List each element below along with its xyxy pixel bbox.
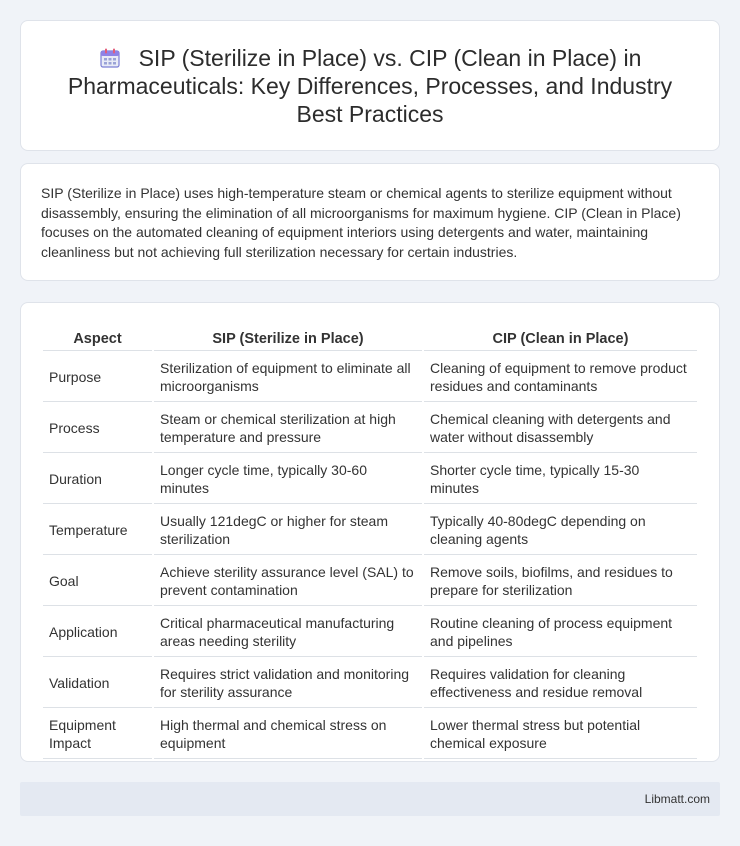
- table-header-row: [43, 325, 697, 351]
- cell-cip: Shorter cycle time, typically 15-30 minutes: [424, 455, 697, 504]
- cell-cip: Cleaning of equipment to remove product residues and contaminants: [424, 353, 697, 402]
- table-row: [43, 404, 697, 453]
- cell-aspect: Equipment Impact: [43, 710, 152, 759]
- table-row: [43, 659, 697, 708]
- cell-aspect: Purpose: [43, 353, 152, 402]
- table-row: [43, 455, 697, 504]
- title-card: [20, 20, 720, 151]
- footer-brand: Libmatt.com: [644, 792, 710, 806]
- cell-sip: Longer cycle time, typically 30-60 minutes: [154, 455, 422, 504]
- cell-sip: Sterilization of equipment to eliminate all microorganisms: [154, 353, 422, 402]
- summary-text: SIP (Sterilize in Place) uses high-temperature steam or chemical agents to sterilize equipment without disassembly, ensuring the elimination of all microorganisms for maximum hygiene. CIP (Clean in Place) focuses on the automated cleaning of equipment interiors using detergents and water, maintaining cleanliness but not achieving full sterilization necessary for certain industries.: [41, 185, 681, 260]
- table-row: [43, 608, 697, 657]
- footer: [20, 782, 720, 816]
- comparison-card: [20, 302, 720, 762]
- cell-sip: Usually 121degC or higher for steam sterilization: [154, 506, 422, 555]
- cell-cip: Typically 40-80degC depending on cleaning agents: [424, 506, 697, 555]
- cell-sip: High thermal and chemical stress on equipment: [154, 710, 422, 759]
- page-title-text: SIP (Sterilize in Place) vs. CIP (Clean in Place) in Pharmaceuticals: Key Differences, Processes, and Industry Best Practices: [67, 44, 673, 127]
- cell-aspect: Process: [43, 404, 152, 453]
- header-cip: CIP (Clean in Place): [424, 325, 697, 351]
- cell-cip: Lower thermal stress but potential chemical exposure: [424, 710, 697, 759]
- cell-sip: Achieve sterility assurance level (SAL) to prevent contamination: [154, 557, 422, 606]
- table-row: [43, 557, 697, 606]
- cell-aspect: Temperature: [43, 506, 152, 555]
- table-row: [43, 710, 697, 759]
- cell-sip: Critical pharmaceutical manufacturing areas needing sterility: [154, 608, 422, 657]
- calendar-icon: [99, 47, 121, 69]
- page-title: [51, 44, 689, 128]
- table-row: [43, 353, 697, 402]
- comparison-table: [41, 323, 699, 761]
- table-row: [43, 506, 697, 555]
- cell-cip: Chemical cleaning with detergents and water without disassembly: [424, 404, 697, 453]
- header-sip: SIP (Sterilize in Place): [154, 325, 422, 351]
- cell-cip: Remove soils, biofilms, and residues to prepare for sterilization: [424, 557, 697, 606]
- cell-cip: Routine cleaning of process equipment and pipelines: [424, 608, 697, 657]
- cell-sip: Requires strict validation and monitoring for sterility assurance: [154, 659, 422, 708]
- cell-aspect: Duration: [43, 455, 152, 504]
- summary-card: [20, 163, 720, 281]
- cell-cip: Requires validation for cleaning effectiveness and residue removal: [424, 659, 697, 708]
- cell-aspect: Application: [43, 608, 152, 657]
- header-aspect: Aspect: [43, 325, 152, 351]
- cell-aspect: Validation: [43, 659, 152, 708]
- cell-sip: Steam or chemical sterilization at high temperature and pressure: [154, 404, 422, 453]
- cell-aspect: Goal: [43, 557, 152, 606]
